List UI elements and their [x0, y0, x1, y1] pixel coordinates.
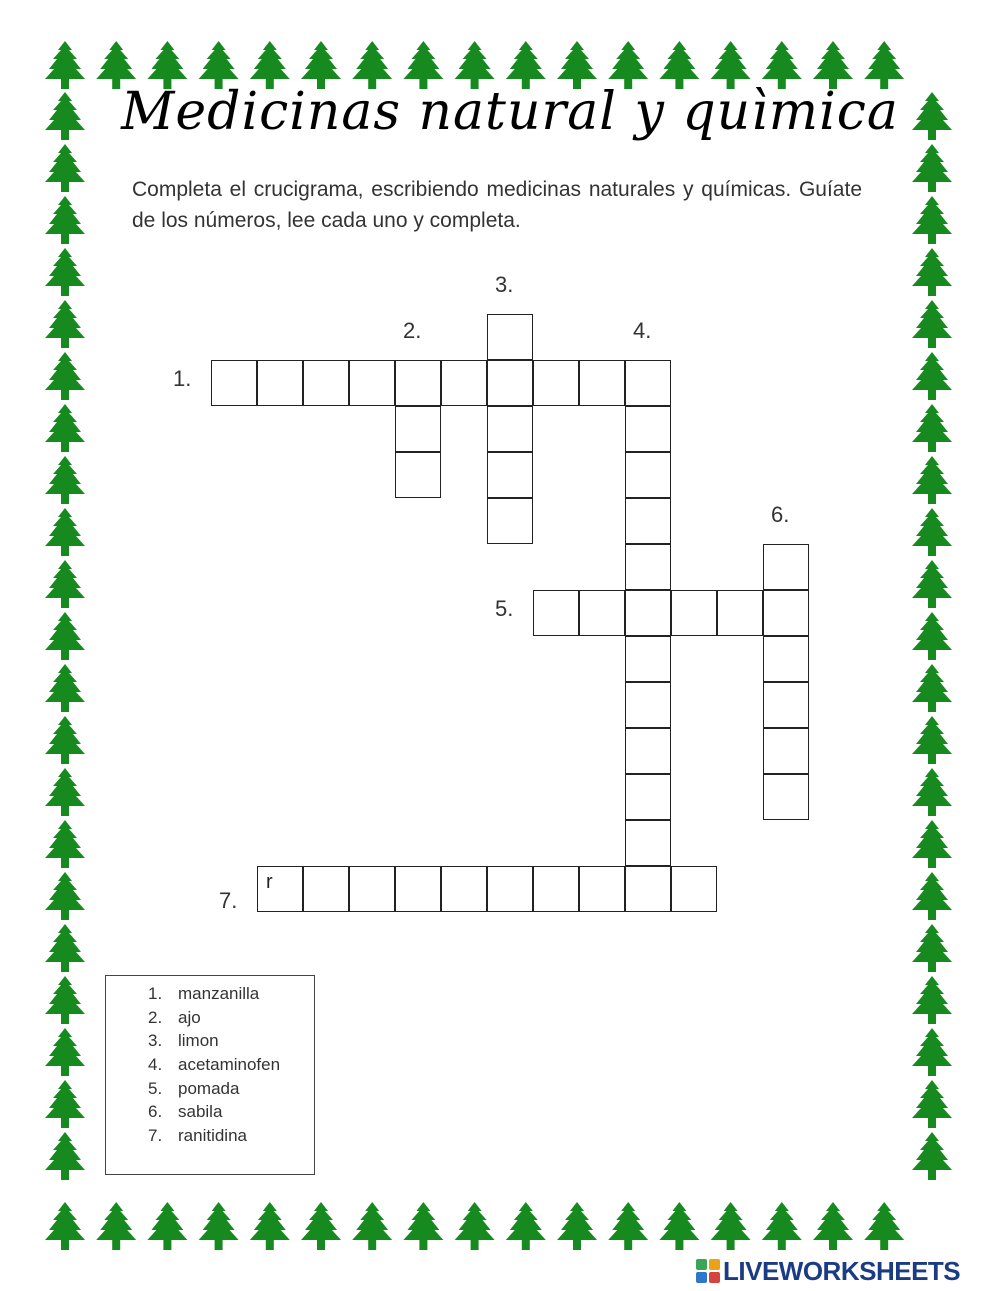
crossword-cell[interactable]	[349, 866, 395, 912]
page-title: Medicinas natural y quìmica	[121, 82, 899, 142]
pine-tree-icon	[45, 456, 85, 504]
crossword-cell[interactable]	[625, 682, 671, 728]
pine-tree-icon	[45, 1080, 85, 1128]
crossword-cell[interactable]	[625, 406, 671, 452]
pine-tree-icon	[45, 41, 85, 89]
pine-tree-icon	[912, 820, 952, 868]
crossword-cell[interactable]	[487, 866, 533, 912]
pine-tree-icon	[912, 612, 952, 660]
pine-tree-icon	[45, 300, 85, 348]
crossword-cell[interactable]	[487, 314, 533, 360]
pine-tree-icon	[912, 196, 952, 244]
crossword-cell[interactable]	[533, 590, 579, 636]
pine-tree-icon	[912, 508, 952, 556]
crossword-cell[interactable]	[763, 774, 809, 820]
crossword-cell[interactable]	[487, 498, 533, 544]
pine-tree-icon	[912, 300, 952, 348]
pine-tree-icon	[403, 1202, 443, 1250]
crossword-cell[interactable]	[487, 360, 533, 406]
pine-tree-icon	[45, 716, 85, 764]
word-bank-item	[106, 1031, 314, 1055]
crossword-cell[interactable]	[487, 406, 533, 452]
pine-tree-icon	[912, 872, 952, 920]
crossword-cell[interactable]	[533, 360, 579, 406]
pine-tree-icon	[199, 1202, 239, 1250]
pine-tree-icon	[45, 976, 85, 1024]
pine-tree-icon	[96, 1202, 136, 1250]
pine-tree-icon	[912, 248, 952, 296]
pine-tree-icon	[912, 1028, 952, 1076]
word-bank-item	[106, 1102, 314, 1126]
crossword-cell[interactable]	[487, 452, 533, 498]
crossword-cell[interactable]	[349, 360, 395, 406]
crossword-cell[interactable]	[441, 866, 487, 912]
pine-tree-icon	[608, 1202, 648, 1250]
crossword-cell[interactable]	[579, 360, 625, 406]
pine-tree-icon	[912, 456, 952, 504]
pine-tree-icon	[45, 508, 85, 556]
crossword-cell[interactable]	[579, 866, 625, 912]
pine-tree-icon	[912, 560, 952, 608]
clue-number-6: 6.	[771, 502, 790, 527]
crossword-cell[interactable]	[625, 774, 671, 820]
pine-tree-icon	[45, 352, 85, 400]
footer-brand: LIVEWORKSHEETS	[723, 1255, 961, 1286]
word-bank-number: 6.	[148, 1102, 163, 1122]
crossword-cell[interactable]	[763, 544, 809, 590]
clue-number-1: 1.	[173, 366, 192, 391]
pine-tree-icon	[912, 664, 952, 712]
pine-tree-icon	[912, 144, 952, 192]
crossword-cell[interactable]	[625, 820, 671, 866]
pine-tree-icon	[455, 1202, 495, 1250]
crossword-cell[interactable]	[303, 360, 349, 406]
crossword-cell[interactable]	[763, 590, 809, 636]
liveworksheets-logo[interactable]	[696, 1256, 960, 1286]
crossword-cell[interactable]	[533, 866, 579, 912]
prefilled-letter: r	[266, 871, 273, 893]
pine-tree-icon	[45, 1028, 85, 1076]
pine-tree-icon	[352, 1202, 392, 1250]
pine-tree-icon	[147, 1202, 187, 1250]
crossword-cell[interactable]	[625, 498, 671, 544]
word-bank-item	[106, 1126, 314, 1150]
word-bank-word: limon	[178, 1031, 219, 1051]
pine-tree-icon	[912, 976, 952, 1024]
crossword-cell[interactable]	[257, 360, 303, 406]
pine-tree-icon	[45, 820, 85, 868]
pine-tree-icon	[506, 1202, 546, 1250]
crossword-cell[interactable]	[671, 590, 717, 636]
pine-tree-icon	[45, 196, 85, 244]
crossword-cell[interactable]	[395, 406, 441, 452]
clue-number-2: 2.	[403, 318, 422, 343]
crossword-cell[interactable]	[625, 636, 671, 682]
crossword-cell[interactable]	[763, 728, 809, 774]
word-bank-item	[106, 1079, 314, 1103]
word-bank-item	[106, 1055, 314, 1079]
pine-tree-icon	[557, 1202, 597, 1250]
crossword-cell[interactable]	[211, 360, 257, 406]
pine-tree-icon	[912, 924, 952, 972]
word-bank-number: 7.	[148, 1126, 163, 1146]
pine-tree-icon	[912, 768, 952, 816]
pine-tree-icon	[45, 664, 85, 712]
pine-tree-icon	[45, 144, 85, 192]
crossword-cell[interactable]	[625, 360, 671, 406]
pine-tree-icon	[912, 404, 952, 452]
pine-tree-icon	[912, 1080, 952, 1128]
pine-tree-icon	[864, 1202, 904, 1250]
pine-tree-icon	[711, 1202, 751, 1250]
crossword-cell[interactable]	[625, 866, 671, 912]
pine-tree-icon	[45, 872, 85, 920]
word-bank	[105, 975, 315, 1175]
pine-tree-icon	[762, 1202, 802, 1250]
pine-tree-icon	[301, 1202, 341, 1250]
clue-number-3: 3.	[495, 272, 514, 297]
pine-tree-icon	[45, 1132, 85, 1180]
pine-tree-icon	[912, 1132, 952, 1180]
crossword-cell[interactable]	[303, 866, 349, 912]
word-bank-word: ranitidina	[178, 1126, 247, 1146]
word-bank-word: ajo	[178, 1007, 201, 1027]
crossword-cell[interactable]	[579, 590, 625, 636]
instructions-text: Completa el crucigrama, escribiendo medicinas naturales y químicas. Guíate de los números, lee cada uno y completa.	[132, 178, 862, 232]
word-bank-number: 2.	[148, 1007, 163, 1027]
pine-tree-icon	[45, 560, 85, 608]
word-bank-item	[106, 1008, 314, 1032]
pine-tree-icon	[45, 1202, 85, 1250]
crossword-cell[interactable]	[671, 866, 717, 912]
crossword-cell[interactable]	[395, 360, 441, 406]
crossword-cell[interactable]	[257, 866, 303, 912]
crossword-cell[interactable]	[717, 590, 763, 636]
crossword-cell[interactable]	[625, 728, 671, 774]
word-bank-number: 4.	[148, 1055, 163, 1075]
pine-tree-icon	[45, 768, 85, 816]
pine-tree-icon	[813, 1202, 853, 1250]
liveworksheets-logo-icon	[696, 1259, 720, 1283]
pine-tree-icon	[659, 1202, 699, 1250]
pine-tree-icon	[45, 924, 85, 972]
crossword-cell[interactable]	[625, 544, 671, 590]
word-bank-word: pomada	[178, 1078, 240, 1098]
crossword-cell[interactable]	[763, 636, 809, 682]
clue-number-7: 7.	[219, 888, 238, 913]
crossword-cell[interactable]	[395, 452, 441, 498]
word-bank-word: acetaminofen	[178, 1055, 281, 1075]
pine-tree-icon	[912, 716, 952, 764]
crossword-cell[interactable]	[441, 360, 487, 406]
word-bank-number: 3.	[148, 1031, 163, 1051]
word-bank-word: manzanilla	[178, 984, 260, 1003]
crossword-cell[interactable]	[625, 452, 671, 498]
clue-number-4: 4.	[633, 318, 652, 343]
word-bank-word: sabila	[178, 1102, 223, 1122]
word-bank-number: 5.	[148, 1078, 163, 1098]
clue-number-5: 5.	[495, 596, 514, 621]
pine-tree-icon	[250, 1202, 290, 1250]
word-bank-number: 1.	[148, 984, 163, 1003]
pine-tree-icon	[45, 612, 85, 660]
pine-tree-icon	[45, 248, 85, 296]
crossword-cell[interactable]	[625, 590, 671, 636]
pine-tree-icon	[45, 404, 85, 452]
pine-tree-icon	[45, 92, 85, 140]
crossword-cell[interactable]	[763, 682, 809, 728]
pine-tree-icon	[912, 352, 952, 400]
crossword-cell[interactable]	[395, 866, 441, 912]
word-bank-item	[106, 984, 314, 1008]
